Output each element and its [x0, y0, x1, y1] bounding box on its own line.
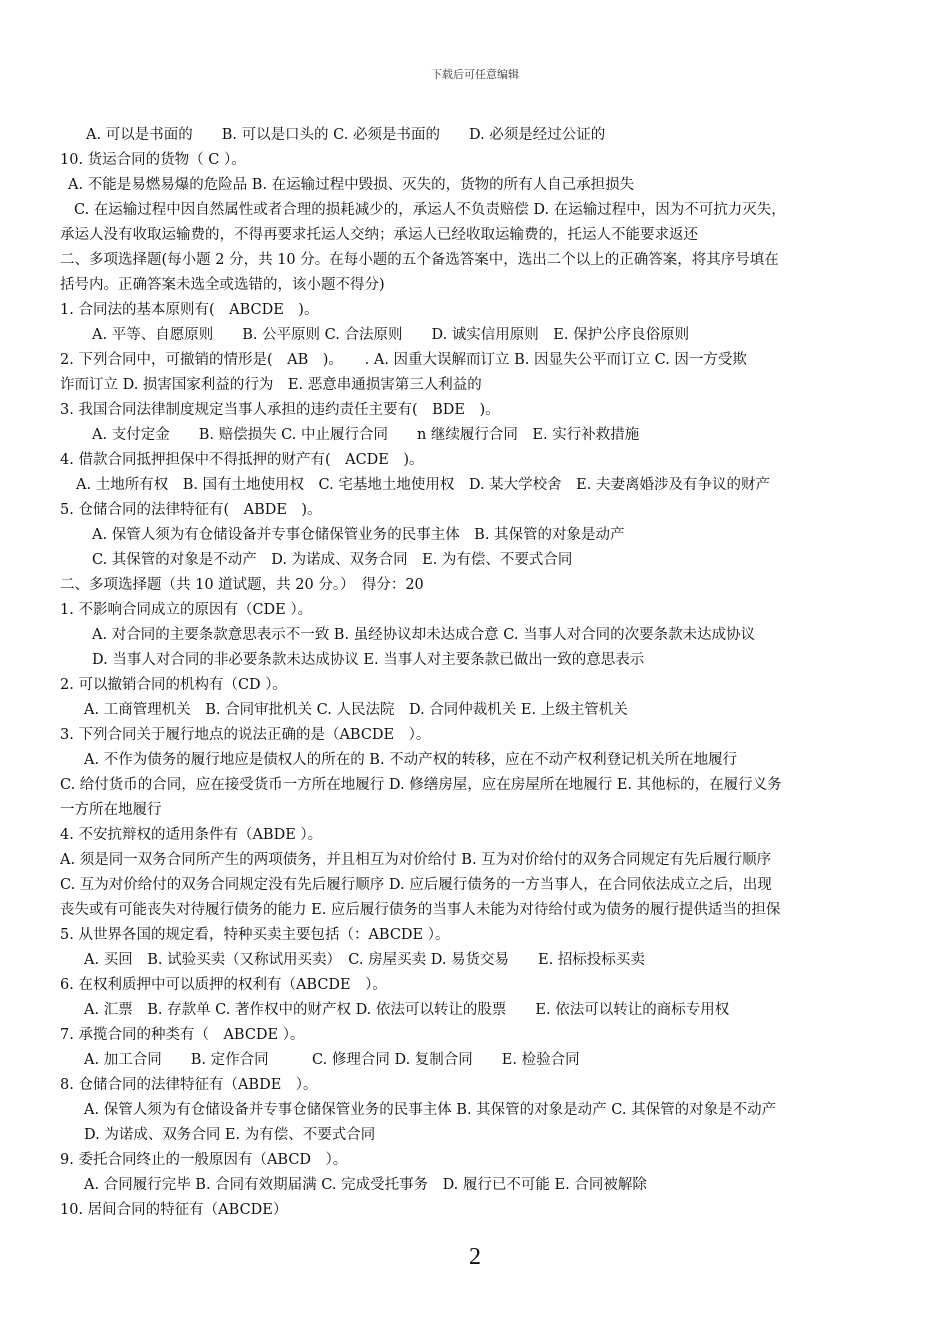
text-line: 承运人没有收取运输费的，不得再要求托运人交纳；承运人已经收取运输费的，托运人不能要求返还	[60, 227, 698, 243]
text-line: A. 可以是书面的 B. 可以是口头的 C. 必须是书面的 D. 必须是经过公证的	[86, 127, 606, 143]
question-line: 3. 下列合同关于履行地点的说法正确的是（ABCDE ）。	[60, 727, 431, 743]
text-line: D. 为诺成、双务合同 E. 为有偿、不要式合同	[84, 1127, 376, 1143]
question-line: 8. 仓储合同的法律特征有（ABDE ）。	[60, 1077, 318, 1093]
question-line: 2. 下列合同中，可撤销的情形是( AB )。 . A. 因重大误解而订立 B. 因显失公平而订立 C. 因一方受欺	[60, 352, 747, 368]
text-line: A. 土地所有权 B. 国有土地使用权 C. 宅基地土地使用权 D. 某大学校舍 E. 夫妻离婚涉及有争议的财产	[76, 477, 770, 493]
text-line: A. 合同履行完毕 B. 合同有效期届满 C. 完成受托事务 D. 履行已不可能 E. 合同被解除	[84, 1177, 647, 1193]
text-line: 一方所在地履行	[60, 802, 162, 818]
text-line: A. 支付定金 B. 赔偿损失 C. 中止履行合同 n 继续履行合同 E. 实行补救措施	[92, 427, 640, 443]
page-number: 2	[469, 1244, 481, 1270]
page-header: 下载后可任意编辑	[431, 68, 519, 81]
text-line: A. 汇票 B. 存款单 C. 著作权中的财产权 D. 依法可以转让的股票 E. 依法可以转让的商标专用权	[84, 1002, 730, 1018]
text-line: C. 给付货币的合同，应在接受货币一方所在地履行 D. 修缮房屋，应在房屋所在地履行 E. 其他标的，在履行义务	[60, 777, 782, 793]
document-body	[60, 123, 900, 1223]
text-line: C. 在运输过程中因自然属性或者合理的损耗减少的，承运人不负责赔偿 D. 在运输过程中，因为不可抗力灭失，	[74, 202, 786, 218]
section-heading: 二、多项选择题（共 10 道试题，共 20 分。） 得分：20	[60, 577, 424, 593]
question-line: 3. 我国合同法律制度规定当事人承担的违约责任主要有( BDE )。	[60, 402, 500, 418]
text-line: 丧失或有可能丧失对待履行债务的能力 E. 应后履行债务的当事人未能为对待给付或为债务的履行提供适当的担保	[60, 902, 781, 918]
text-line: A. 对合同的主要条款意思表示不一致 B. 虽经协议却未达成合意 C. 当事人对合同的次要条款未达成协议	[92, 627, 756, 643]
text-line: A. 不作为债务的履行地应是债权人的所在的 B. 不动产权的转移，应在不动产权利登记机关所在地履行	[84, 752, 738, 768]
section-heading: 二、多项选择题(每小题 2 分，共 10 分。在每小题的五个备选答案中，选出二个以上的正确答案，将其序号填在	[60, 252, 779, 268]
text-line: A. 保管人须为有仓储设备并专事仓储保管业务的民事主体 B. 其保管的对象是动产 C. 其保管的对象是不动产	[84, 1102, 777, 1118]
text-line: C. 其保管的对象是不动产 D. 为诺成、双务合同 E. 为有偿、不要式合同	[92, 552, 573, 568]
text-line: 诈而订立 D. 损害国家利益的行为 E. 恶意串通损害第三人利益的	[60, 377, 482, 393]
text-line: A. 保管人须为有仓储设备并专事仓储保管业务的民事主体 B. 其保管的对象是动产	[92, 527, 625, 543]
text-line: 括号内。正确答案未选全或选错的，该小题不得分)	[60, 277, 385, 293]
question-line: 1. 不影响合同成立的原因有（CDE ）。	[60, 602, 313, 618]
question-line: 5. 从世界各国的规定看，特种买卖主要包括（：ABCDE ）。	[60, 927, 450, 943]
question-line: 1. 合同法的基本原则有( ABCDE )。	[60, 302, 319, 318]
question-line: 6. 在权利质押中可以质押的权利有（ABCDE ）。	[60, 977, 387, 993]
text-line: D. 当事人对合同的非必要条款未达成协议 E. 当事人对主要条款已做出一致的意思表示	[92, 652, 645, 668]
text-line: A. 须是同一双务合同所产生的两项债务，并且相互为对价给付 B. 互为对价给付的双务合同规定有先后履行顺序	[60, 852, 772, 868]
text-line: A. 工商管理机关 B. 合同审批机关 C. 人民法院 D. 合同仲裁机关 E. 上级主管机关	[84, 702, 628, 718]
text-line: A. 平等、自愿原则 B. 公平原则 C. 合法原则 D. 诚实信用原则 E. 保护公序良俗原则	[92, 327, 690, 343]
question-line: 5. 仓储合同的法律特征有( ABDE )。	[60, 502, 322, 518]
text-line: A. 加工合同 B. 定作合同 C. 修理合同 D. 复制合同 E. 检验合同	[84, 1052, 580, 1068]
text-line: 10. 货运合同的货物（ C ）。	[60, 152, 246, 168]
question-line: 4. 借款合同抵押担保中不得抵押的财产有( ACDE )。	[60, 452, 424, 468]
question-line: 10. 居间合同的特征有（ABCDE）	[60, 1202, 288, 1218]
text-line: A. 买回 B. 试验买卖（又称试用买卖） C. 房屋买卖 D. 易货交易 E. 招标投标买卖	[84, 952, 645, 968]
question-line: 7. 承揽合同的种类有（ ABCDE ）。	[60, 1027, 305, 1043]
text-line: C. 互为对价给付的双务合同规定没有先后履行顺序 D. 应后履行债务的一方当事人，在合同依法成立之后，出现	[60, 877, 772, 893]
question-line: 4. 不安抗辩权的适用条件有（ABDE ）。	[60, 827, 323, 843]
text-line: A. 不能是易燃易爆的危险品 B. 在运输过程中毁损、灭失的，货物的所有人自己承担损失	[68, 177, 635, 193]
question-line: 2. 可以撤销合同的机构有（CD ）。	[60, 677, 288, 693]
question-line: 9. 委托合同终止的一般原因有（ABCD ）。	[60, 1152, 348, 1168]
